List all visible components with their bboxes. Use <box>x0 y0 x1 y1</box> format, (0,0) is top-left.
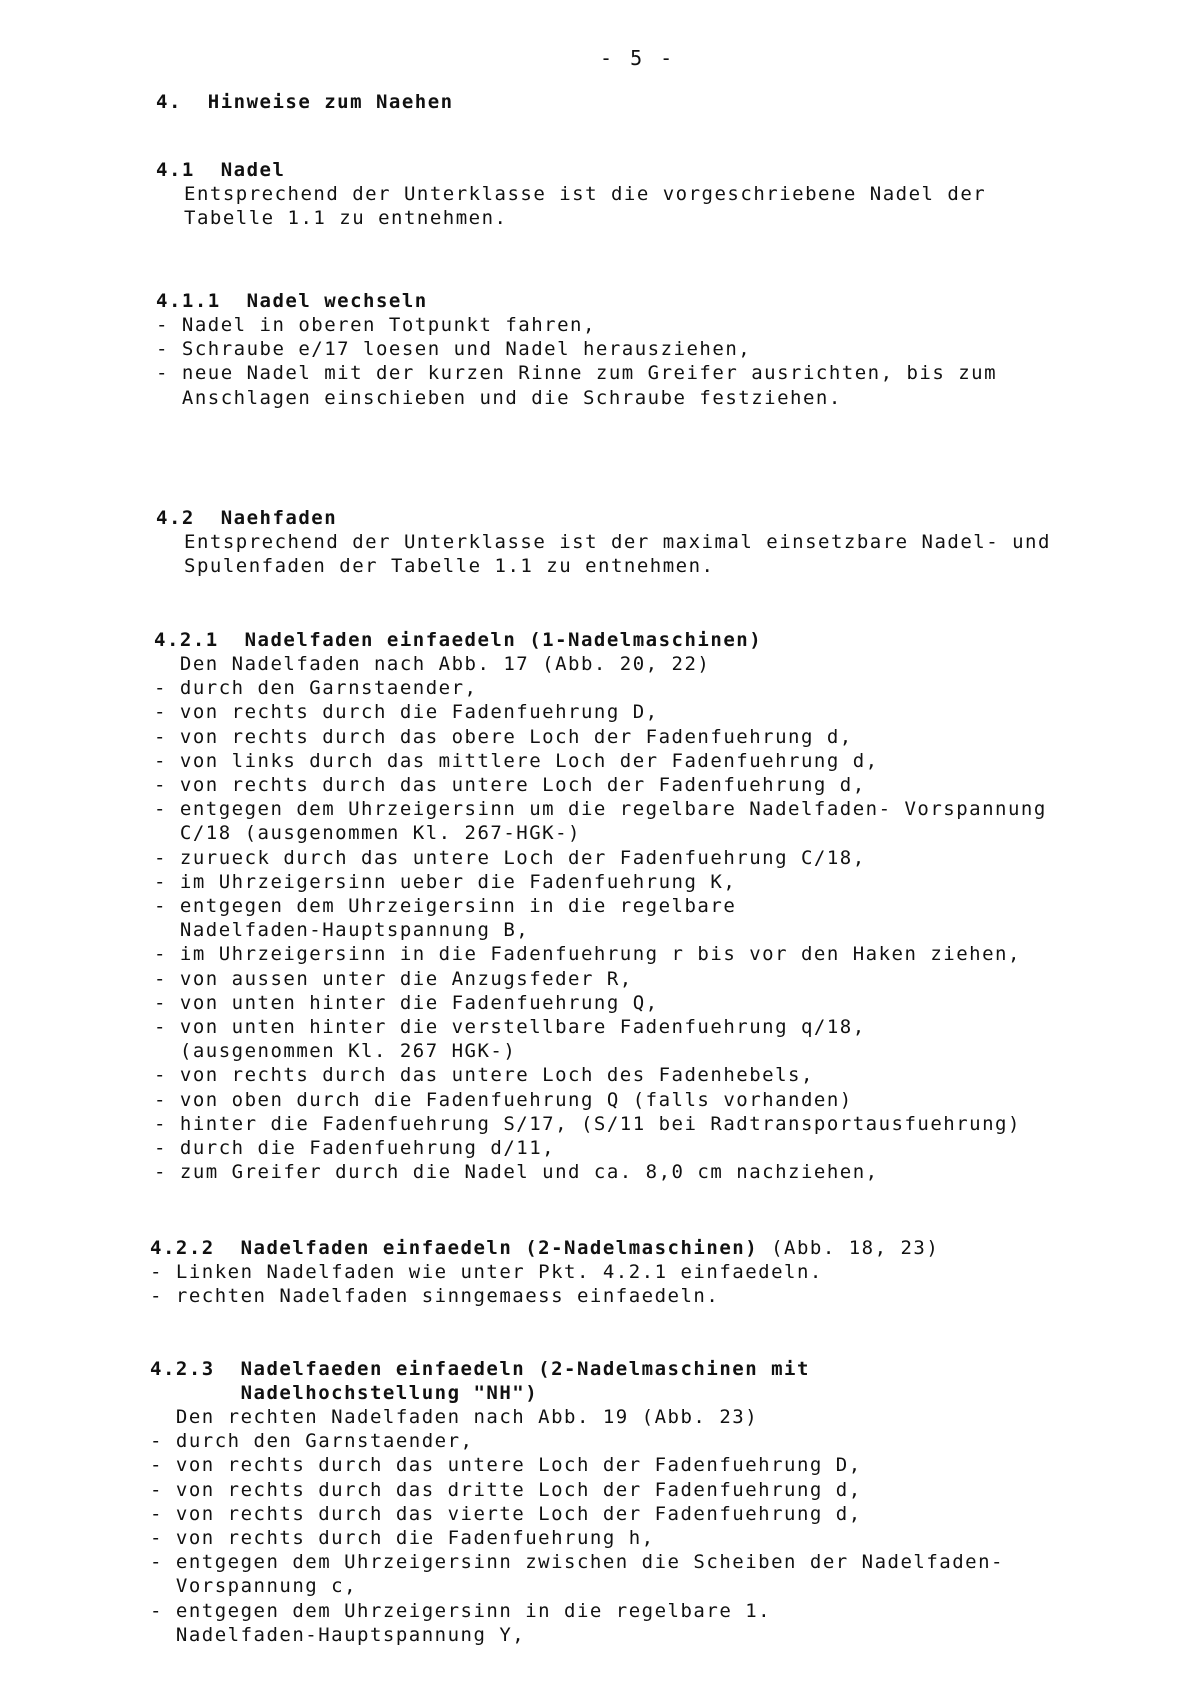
list-item: Den rechten Nadelfaden nach Abb. 19 (Abb. 23) <box>150 1406 759 1428</box>
section-heading: 4.2.1 Nadelfaden einfaedeln (1-Nadelmaschinen) <box>154 629 763 651</box>
list-item: - entgegen dem Uhrzeigersinn zwischen die Scheiben der Nadelfaden- <box>150 1551 1004 1574</box>
list-item: Den Nadelfaden nach Abb. 17 (Abb. 20, 22) <box>154 653 711 675</box>
list-item: - neue Nadel mit der kurzen Rinne zum Greifer ausrichten, bis zum <box>156 362 998 385</box>
section-4-2-1 <box>154 628 1047 1184</box>
section-heading: 4.2.3 Nadelfaeden einfaedeln (2-Nadelmaschinen mit <box>150 1358 810 1380</box>
text-line: Entsprechend der Unterklasse ist der maximal einsetzbare Nadel- und <box>184 531 1051 553</box>
list-item: Nadelfaden-Hauptspannung B, <box>154 919 530 942</box>
text-line: Entsprechend der Unterklasse ist die vorgeschriebene Nadel der <box>184 183 987 205</box>
list-item: Nadelfaden-Hauptspannung Y, <box>150 1623 526 1646</box>
section-heading: 4.2.2 Nadelfaden einfaedeln (2-Nadelmaschinen) <box>150 1237 759 1259</box>
list-item: - von links durch das mittlere Loch der Fadenfuehrung d, <box>154 749 879 772</box>
list-item: - von unten hinter die Fadenfuehrung Q, <box>154 991 659 1014</box>
list-item: - von rechts durch die Fadenfuehrung D, <box>154 701 659 724</box>
list-item: - durch den Garnstaender, <box>154 677 478 700</box>
list-item: C/18 (ausgenommen Kl. 267-HGK-) <box>154 822 581 845</box>
list-item: Anschlagen einschieben und die Schraube festziehen. <box>156 386 842 409</box>
list-item: - von rechts durch das vierte Loch der Fadenfuehrung d, <box>150 1502 862 1525</box>
list-item: - im Uhrzeigersinn in die Fadenfuehrung r bis vor den Haken ziehen, <box>154 943 1021 966</box>
list-item: - Schraube e/17 loesen und Nadel herausziehen, <box>156 338 752 361</box>
list-item: - entgegen dem Uhrzeigersinn in die regelbare 1. <box>150 1599 772 1622</box>
list-item: - von rechts durch das untere Loch des Fadenhebels, <box>154 1064 814 1087</box>
section-heading: 4.1.1 Nadel wechseln <box>156 290 428 312</box>
section-4-2-2 <box>150 1236 939 1308</box>
list-item: Vorspannung c, <box>150 1575 358 1598</box>
section-4-2-3 <box>150 1357 1004 1647</box>
page-number: - 5 - <box>600 46 676 70</box>
text-line: Spulenfaden der Tabelle 1.1 zu entnehmen. <box>184 555 715 578</box>
section-heading-row <box>150 1236 939 1260</box>
section-heading: 4.1 Nadel <box>156 159 286 181</box>
list-item: - im Uhrzeigersinn ueber die Fadenfuehrung K, <box>154 870 737 893</box>
list-item: - von aussen unter die Anzugsfeder R, <box>154 967 633 990</box>
list-item: - entgegen dem Uhrzeigersinn um die regelbare Nadelfaden- Vorspannung <box>154 798 1047 821</box>
list-item: - rechten Nadelfaden sinngemaess einfaedeln. <box>150 1285 720 1308</box>
list-item: - zurueck durch das untere Loch der Fadenfuehrung C/18, <box>154 846 866 869</box>
section-4-heading: 4. Hinweise zum Naehen <box>156 91 454 113</box>
list-item: - zum Greifer durch die Nadel und ca. 8,0 cm nachziehen, <box>154 1161 879 1184</box>
list-item: - von oben durch die Fadenfuehrung Q (falls vorhanden) <box>154 1088 853 1111</box>
section-heading: 4.2 Naehfaden <box>156 507 338 529</box>
list-item: - entgegen dem Uhrzeigersinn in die regelbare <box>154 895 737 918</box>
list-item: - von rechts durch das obere Loch der Fadenfuehrung d, <box>154 725 853 748</box>
list-item: - von rechts durch das untere Loch der Fadenfuehrung D, <box>150 1454 862 1477</box>
list-item: - Nadel in oberen Totpunkt fahren, <box>156 314 596 336</box>
list-item: - von unten hinter die verstellbare Fadenfuehrung q/18, <box>154 1016 866 1039</box>
section-4-1-1 <box>156 289 997 410</box>
list-item: - von rechts durch die Fadenfuehrung h, <box>150 1527 655 1550</box>
list-item: (ausgenommen Kl. 267 HGK-) <box>154 1040 517 1063</box>
section-4-1 <box>156 158 986 230</box>
list-item: - von rechts durch das untere Loch der Fadenfuehrung d, <box>154 774 866 797</box>
list-item: - von rechts durch das dritte Loch der Fadenfuehrung d, <box>150 1478 862 1501</box>
list-item: - Linken Nadelfaden wie unter Pkt. 4.2.1 einfaedeln. <box>150 1261 823 1283</box>
section-4-2 <box>156 506 1051 578</box>
list-item: - durch die Fadenfuehrung d/11, <box>154 1137 556 1160</box>
section-heading-continued: Nadelhochstellung "NH") <box>150 1382 539 1404</box>
list-item: - hinter die Fadenfuehrung S/17, (S/11 bei Radtransportausfuehrung) <box>154 1112 1021 1135</box>
text-line: Tabelle 1.1 zu entnehmen. <box>184 207 508 230</box>
figure-reference: (Abb. 18, 23) <box>758 1237 940 1259</box>
list-item: - durch den Garnstaender, <box>150 1430 474 1453</box>
